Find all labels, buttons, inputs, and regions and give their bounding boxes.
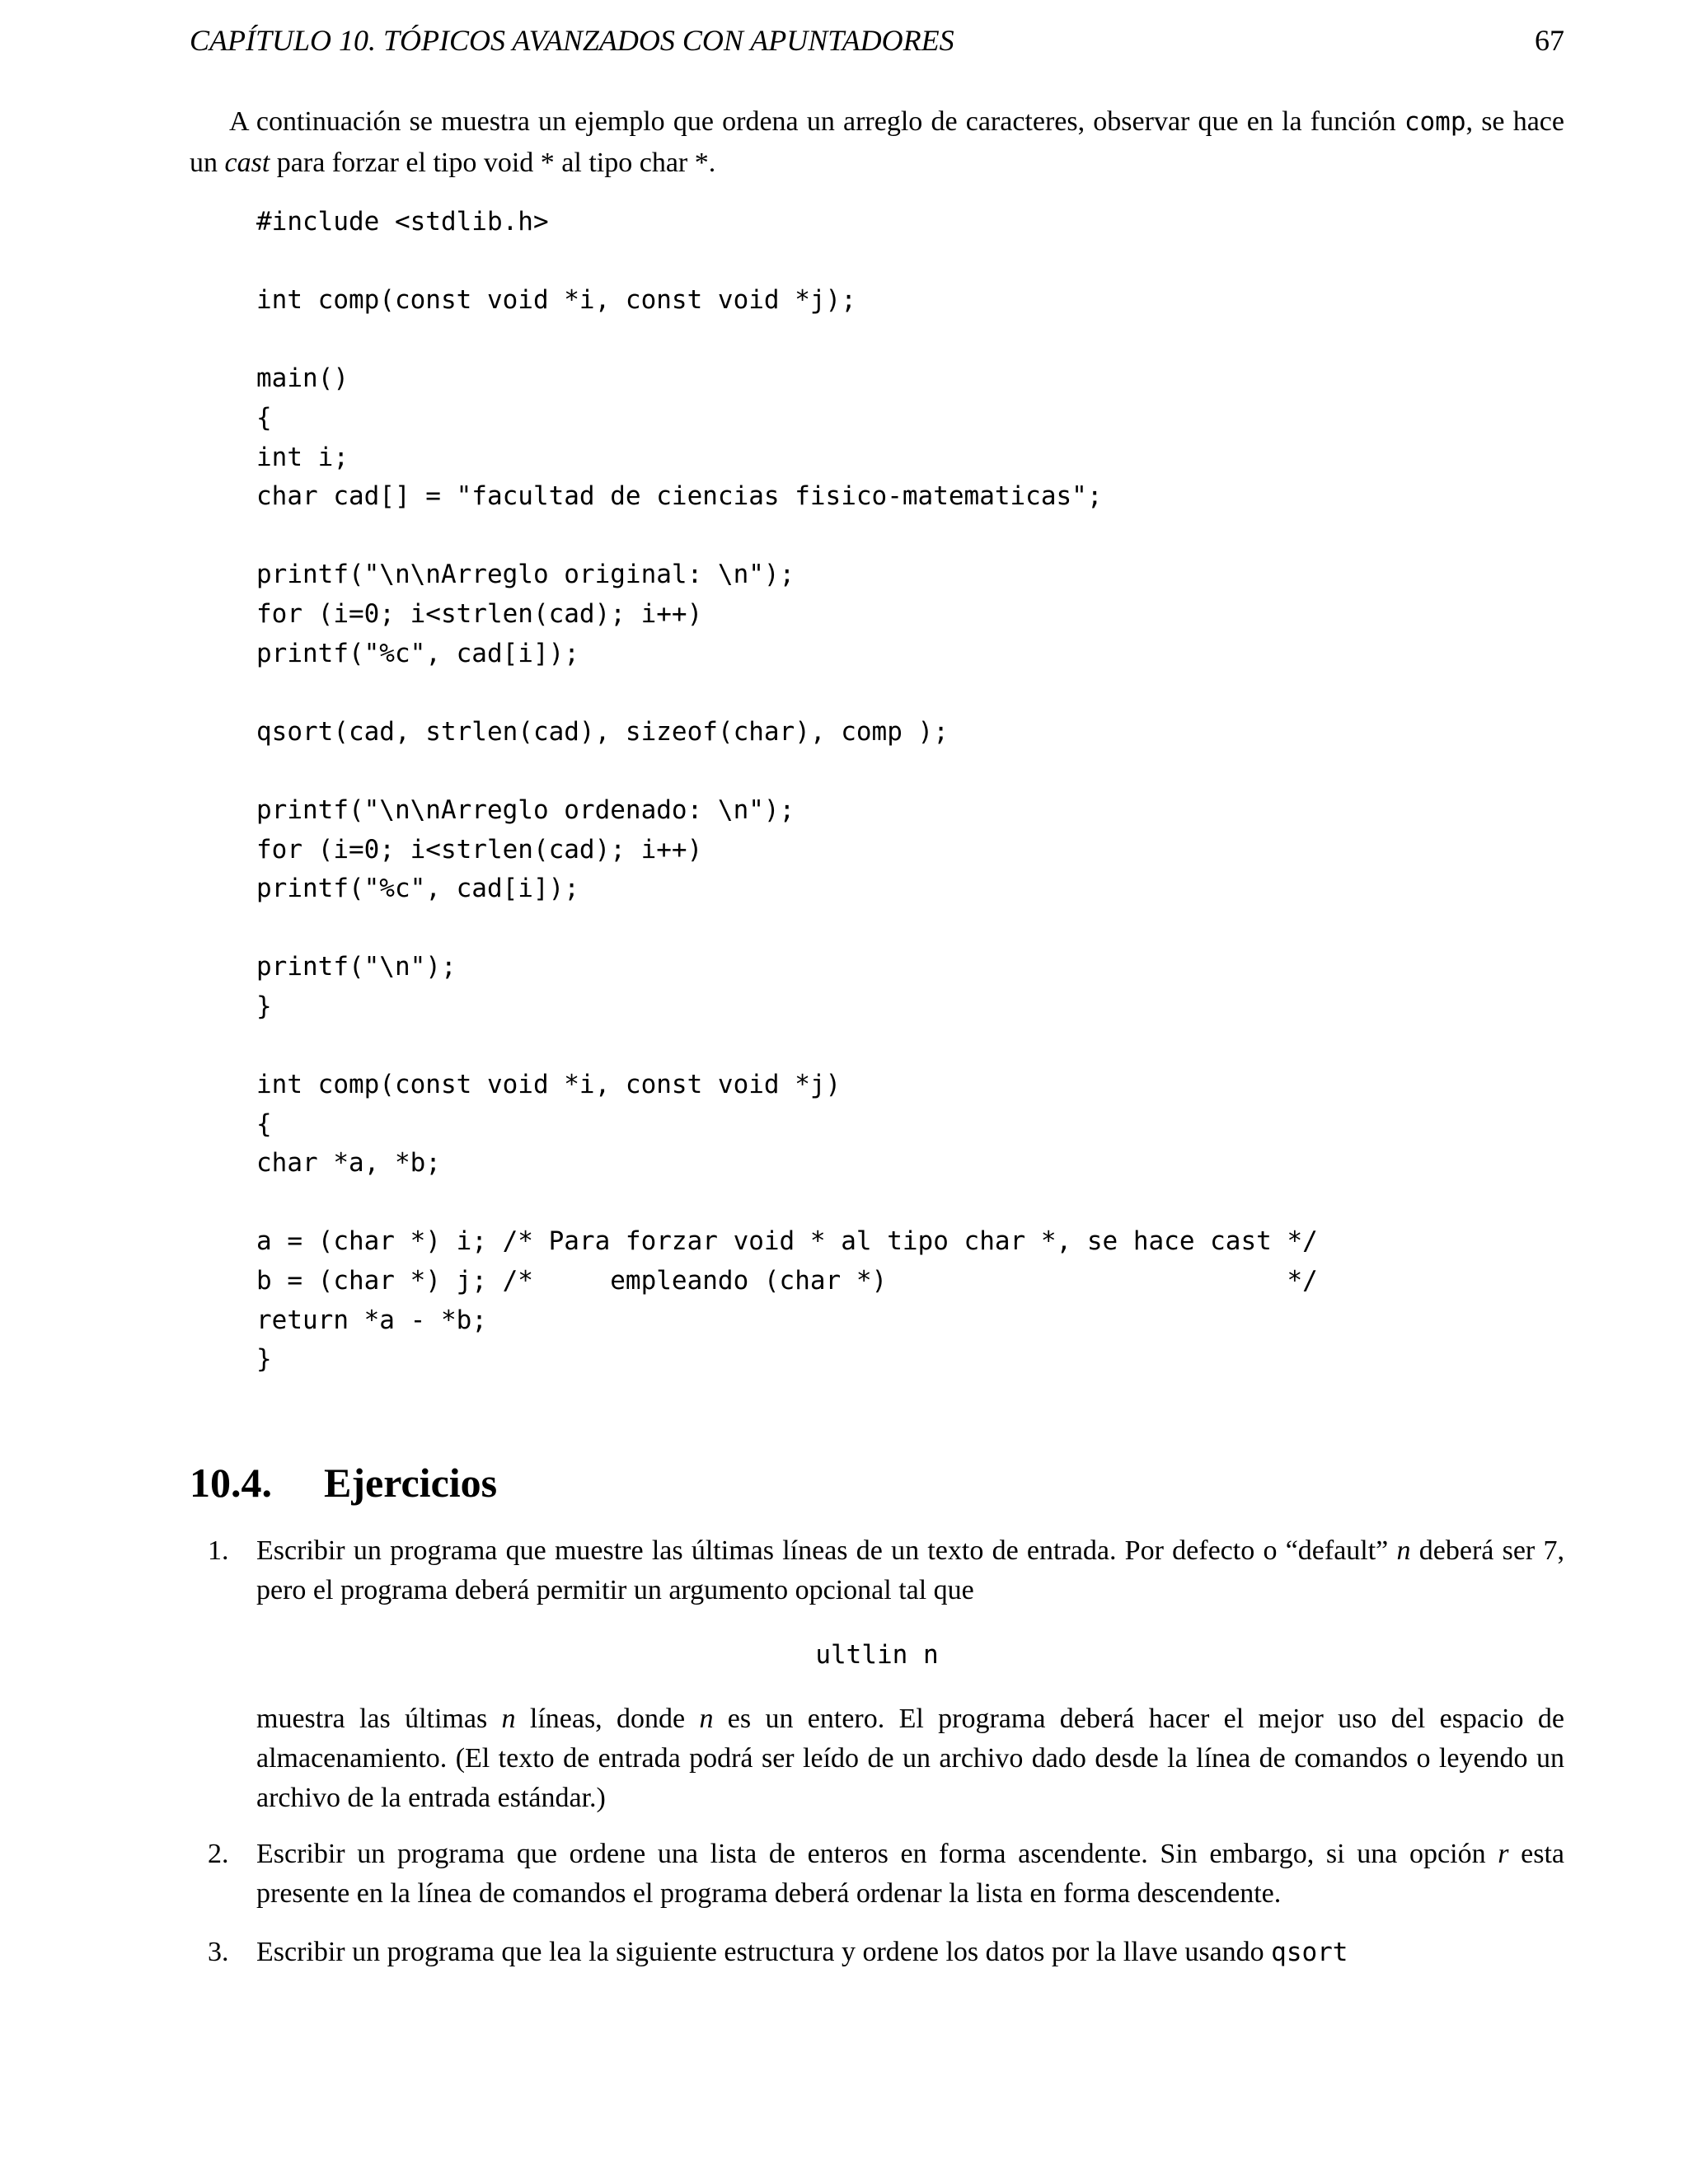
intro-text: para forzar el tipo void * al tipo char *. [270, 148, 716, 178]
intro-text: A continuación se muestra un ejemplo que ordena un arreglo de caracteres, observar que en la función [229, 106, 1404, 137]
code-listing: #include <stdlib.h> int comp(const void *i, const void *j); main() { int i; char cad[] = "facultad de ciencias fisico-matematicas"; printf("\n\nArreglo original: \n"); for (i=0; i<strlen(cad); i++) printf("%c", cad[i]); qsort(cad, strlen(cad), sizeof(char), comp ); printf("\n\nArreglo ordenado: \n"); for (i=0; i<strlen(cad); i++) printf("%c", cad[i]); printf("\n"); } int comp(const void *i, const void *j) { char *a, *b; a = (char *) i; /* Para forzar void * al tipo char *, se hace cast */ b = (char *) j; /* empleando (char *) */ return *a - *b; } [256, 207, 1318, 1375]
exercise-text-part: es un entero. El programa deberá hacer el mejor uso del espacio de almacenamiento. (El texto de entrada podrá ser leído de un archivo dado desde la línea de comandos o leyendo un archivo de la entrada estándar.) [256, 1704, 1564, 1813]
exercise-item-2 [190, 1835, 1564, 1914]
command-example: ultlin n [815, 1640, 939, 1670]
exercise-text [256, 1531, 1564, 1610]
exercise-text-part: Escribir un programa que muestre las últimas líneas de un texto de entrada. Por defecto o “default” [256, 1535, 1397, 1566]
exercise-text-part: Escribir un programa que lea la siguiente estructura y ordene los datos por la llave usando [256, 1937, 1272, 1967]
exercise-number: 3. [208, 1937, 229, 1967]
section-title: Ejercicios [324, 1460, 498, 1506]
exercise-1-continuation [256, 1699, 1564, 1818]
running-header [190, 23, 1564, 58]
math-var-n: n [699, 1704, 714, 1734]
intro-text: , se hace un [190, 106, 1564, 178]
exercise-text-part: Escribir un programa que ordene una lista de enteros en forma ascendente. Sin embargo, si una opción [256, 1839, 1498, 1869]
section-heading [190, 1459, 497, 1507]
exercise-number: 1. [208, 1535, 229, 1566]
section-number: 10.4. [190, 1460, 272, 1506]
inline-code-comp: comp [1404, 107, 1466, 137]
exercise-text [256, 1933, 1564, 1972]
math-var-r: r [1498, 1839, 1509, 1869]
exercise-text-part: deberá ser 7, pero el programa deberá permitir un argumento opcional tal que [256, 1535, 1564, 1605]
exercise-text-part: líneas, donde [515, 1704, 700, 1734]
exercise-number: 2. [208, 1839, 229, 1869]
math-var-n: n [1396, 1535, 1411, 1566]
exercise-item-3 [190, 1933, 1564, 1972]
math-var-n: n [501, 1704, 516, 1734]
chapter-title: CAPÍTULO 10. TÓPICOS AVANZADOS CON APUNTADORES [190, 24, 954, 57]
exercise-text [256, 1835, 1564, 1914]
exercise-text-part: esta presente en la línea de comandos el programa deberá ordenar la lista en forma descendente. [256, 1839, 1565, 1909]
page-number: 67 [1535, 24, 1564, 57]
intro-paragraph [190, 101, 1564, 183]
exercise-item-1 [190, 1531, 1564, 1610]
exercise-text-part: muestra las últimas [256, 1704, 502, 1734]
emphasis-cast: cast [224, 148, 270, 178]
inline-code-qsort: qsort [1271, 1938, 1348, 1967]
